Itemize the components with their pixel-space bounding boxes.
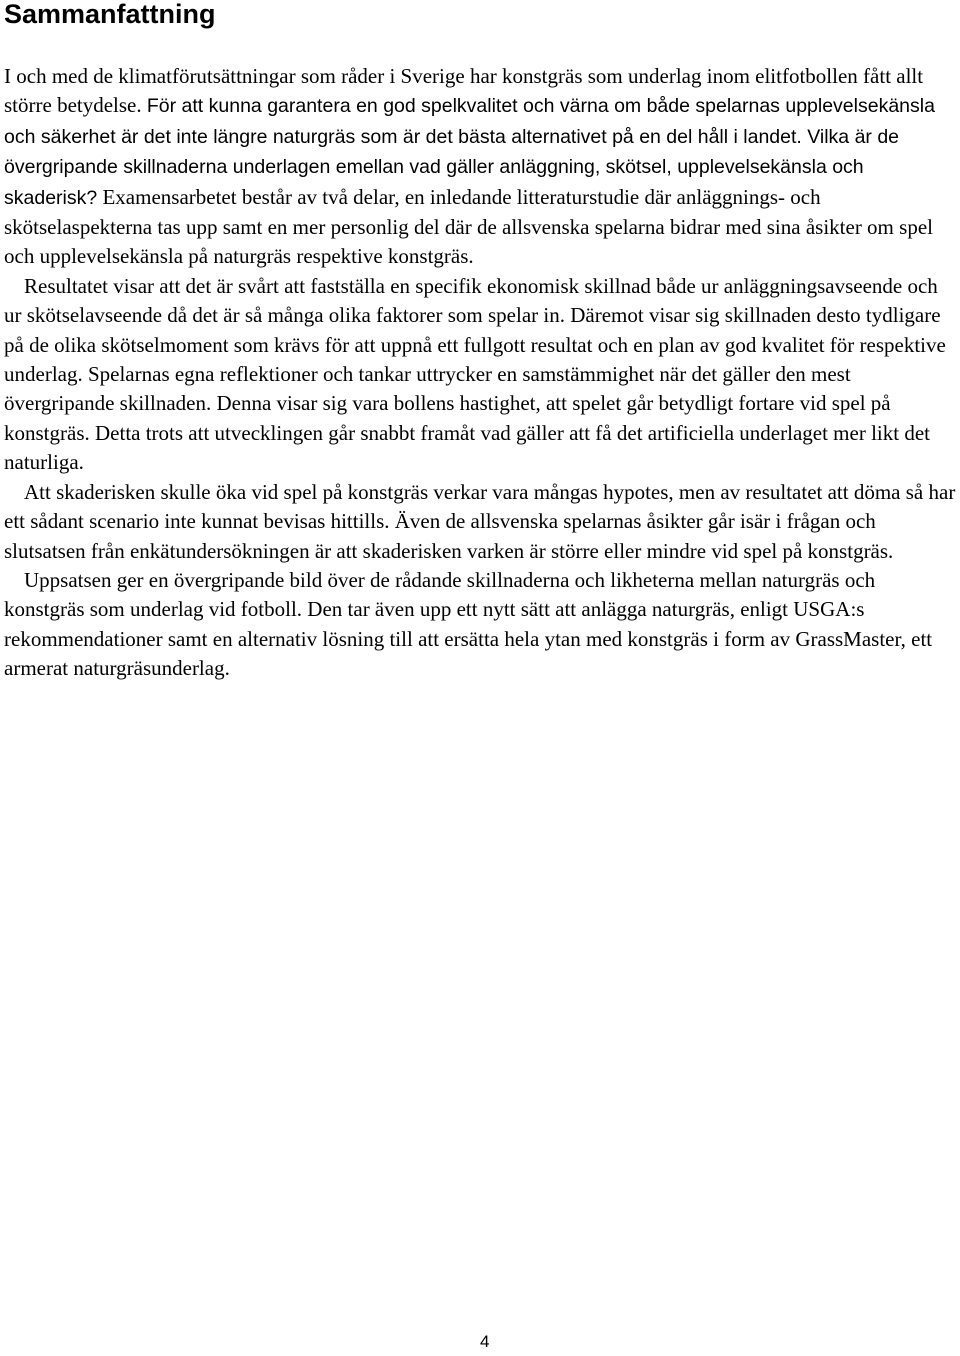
page-title: Sammanfattning — [4, 0, 216, 29]
paragraph-3 — [4, 478, 958, 566]
paragraph-4-text: Uppsatsen ger en övergripande bild över de rådande skillnaderna och likheterna mellan naturgräs och konstgräs som underlag vid fotboll. Den tar även upp ett nytt sätt att anlägga naturgräs, enligt USGA:s rekommendationer samt en alternativ lösning till att ersätta hela ytan med konstgräs i form av GrassMaster, ett armerat naturgräsunderlag. — [4, 567, 933, 681]
paragraph-3-text: Att skaderisken skulle öka vid spel på konstgräs verkar vara mångas hypotes, men av resultatet att döma så har ett sådant scenario inte kunnat bevisas hittills. Även de allsvenska spelarnas åsikter går isär i frågan och slutsatsen från enkätundersökningen är att skaderisken varken är större eller mindre vid spel på konstgräs. — [4, 479, 956, 563]
paragraph-1 — [4, 62, 958, 272]
summary-body — [4, 62, 958, 684]
paragraph-4 — [4, 566, 958, 684]
paragraph-1-sentence-1: I och med de klimatförutsättningar som råder i Sverige har konstgräs som underlag inom elitfotbollen fått allt större betydelse. — [4, 64, 924, 118]
paragraph-1-sentence-3: Examensarbetet består av två delar, en inledande litteraturstudie där anläggnings- och skötselaspekterna tas upp samt en mer personlig del där de allsvenska spelarna bidrar med sina åsikter om spel och upplevelsekänsla på naturgräs respektive konstgräs. — [4, 184, 933, 269]
page-number: 4 — [480, 1332, 490, 1351]
paragraph-2 — [4, 272, 958, 478]
paragraph-1-sentence-2: För att kunna garantera en god spelkvalitet och värna om både spelarnas upplevelsekänsla och säkerhet är det inte längre naturgräs som är det bästa alternativet på en del håll i landet. Vilka är de övergripande skillnaderna underlagen emellan vad gäller anläggning, skötsel, upplevelsekänsla och skaderisk? — [4, 95, 935, 209]
paragraph-2-text: Resultatet visar att det är svårt att fastställa en specifik ekonomisk skillnad både ur anläggningsavseende och ur skötselavseende då det är så många olika faktorer som spelar in. Däremot visar sig skillnaden desto tydligare på de olika skötselmoment som krävs för att uppnå ett fullgott resultat och en plan av god kvalitet för respektive underlag. Spelarnas egna reflektioner och tankar uttrycker en samstämmighet när det gäller den mest övergripande skillnaden. Denna visar sig vara bollens hastighet, att spelet går betydligt fortare vid spel på konstgräs. Detta trots att utvecklingen går snabbt framåt vad gäller att få det artificiella underlaget mer likt det naturliga. — [4, 273, 946, 475]
